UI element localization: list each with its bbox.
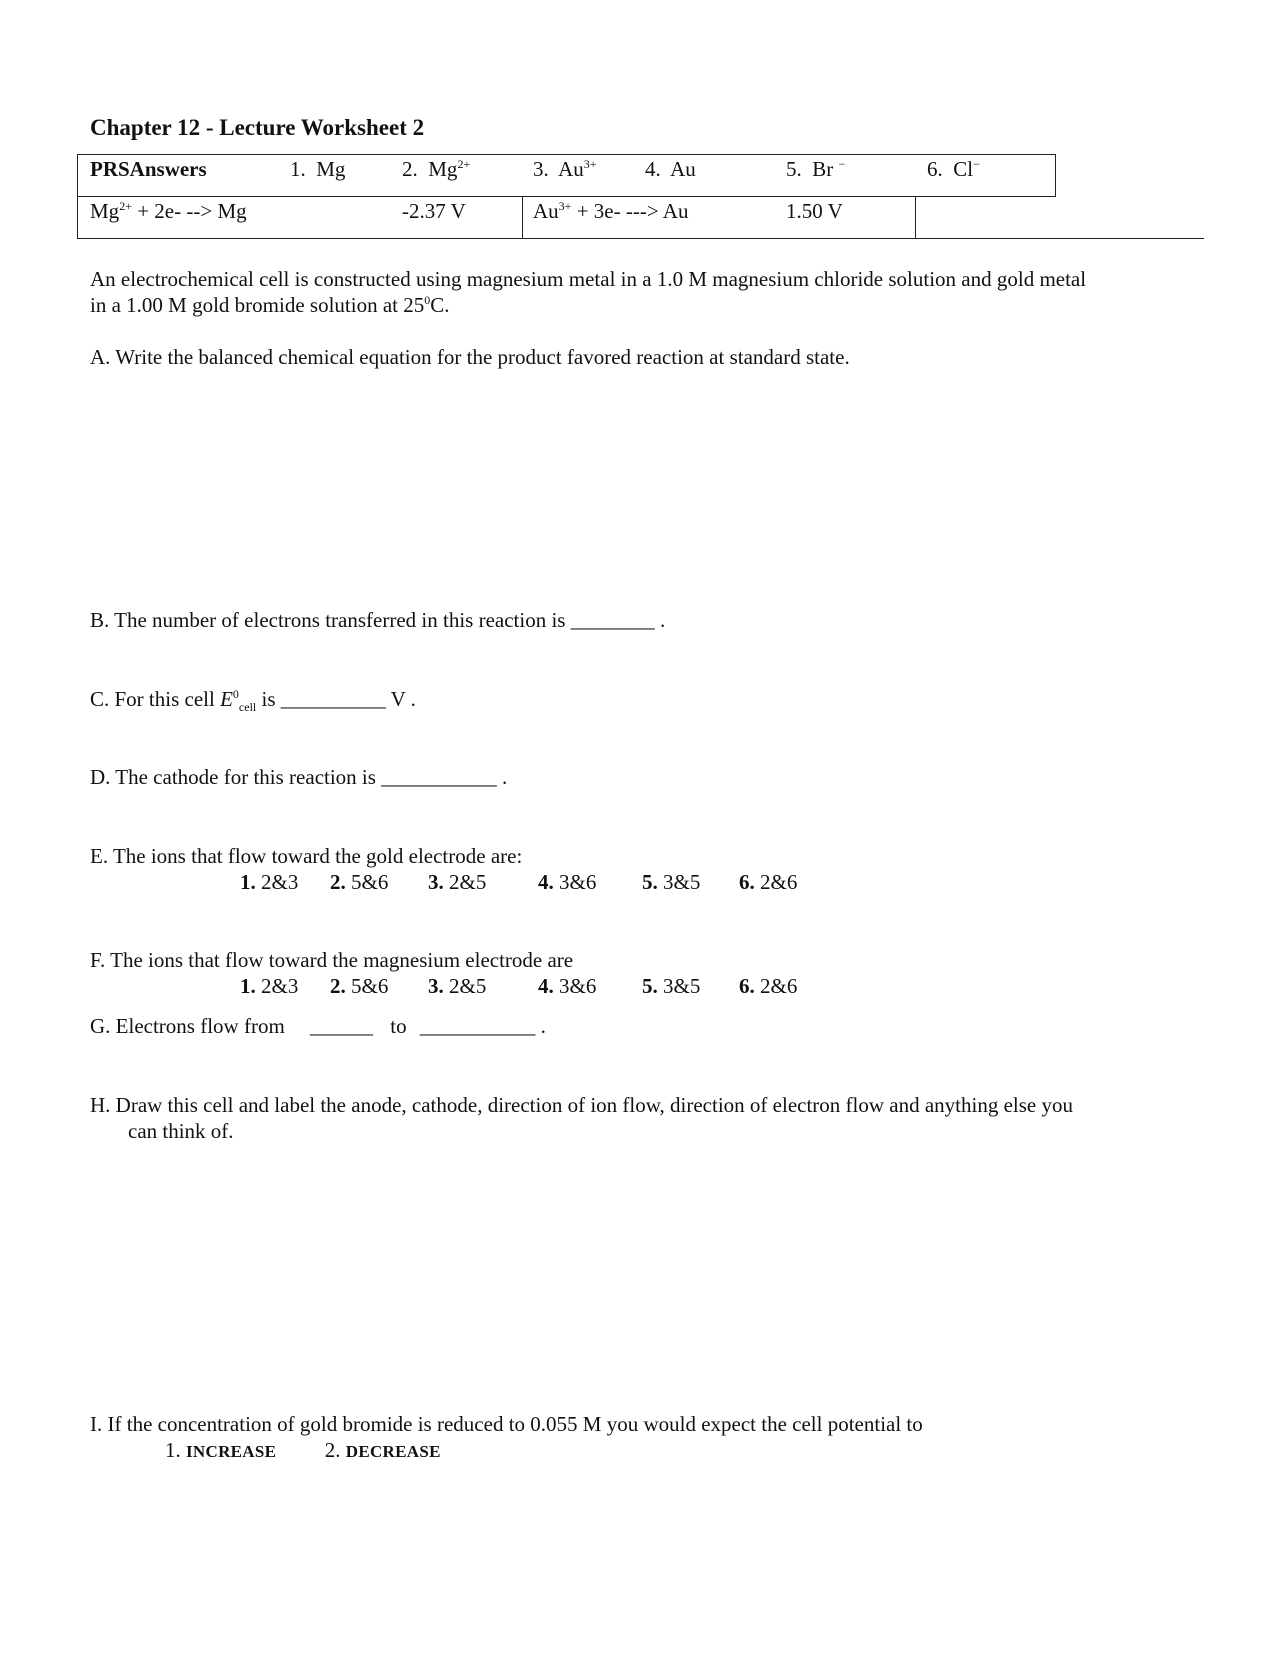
option-5: 5. Br − bbox=[786, 157, 846, 181]
choice: 4. 3&6 bbox=[538, 870, 597, 894]
choice: 1. 2&3 bbox=[240, 974, 299, 998]
question-f-choices bbox=[240, 974, 797, 999]
choice: 6. 2&6 bbox=[739, 974, 798, 998]
choice-increase: 1. INCREASE bbox=[165, 1438, 277, 1462]
question-d: D. The cathode for this reaction is ___________ . bbox=[90, 765, 508, 789]
question-e: E. The ions that flow toward the gold electrode are: bbox=[90, 844, 523, 868]
choice-decrease: 2. DECREASE bbox=[324, 1438, 441, 1462]
question-g: G. Electrons flow from ______ to ___________ . bbox=[90, 1014, 546, 1038]
choice: 1. 2&3 bbox=[240, 870, 299, 894]
table-top-border bbox=[77, 154, 1056, 155]
question-i: I. If the concentration of gold bromide is reduced to 0.055 M you would expect the cell potential to bbox=[90, 1412, 923, 1436]
intro-line-1: An electrochemical cell is constructed using magnesium metal in a 1.0 M magnesium chloride solution and gold metal bbox=[90, 267, 1087, 291]
question-i-choices bbox=[165, 1438, 441, 1463]
page-title: Chapter 12 - Lecture Worksheet 2 bbox=[90, 115, 425, 140]
question-c: C. For this cell $E^0_{cell}$ is __________ V . bbox=[90, 687, 416, 715]
option-4: 4. Au bbox=[645, 157, 696, 181]
au-potential: 1.50 V bbox=[786, 199, 843, 223]
option-2: 2. $Mg^{2+}$ bbox=[402, 157, 471, 181]
question-f: F. The ions that flow toward the magnesium electrode are bbox=[90, 948, 574, 972]
choice: 2. 5&6 bbox=[330, 974, 389, 998]
choice: 5. 3&5 bbox=[642, 974, 701, 998]
au-half-reaction: $Au^{3+} + 3e-$ ---> Au bbox=[533, 199, 689, 223]
option-3: 3. $Au^{3+}$ bbox=[533, 157, 597, 181]
question-a: A. Write the balanced chemical equation for the product favored reaction at standard state. bbox=[90, 345, 850, 369]
table-right-border bbox=[1055, 154, 1056, 196]
table-divider-1 bbox=[522, 196, 523, 238]
option-6: 6. Cl− bbox=[927, 157, 980, 181]
mg-potential: -2.37 V bbox=[402, 199, 466, 223]
table-bottom-border bbox=[77, 238, 1204, 239]
table-mid-border bbox=[77, 196, 1056, 197]
mg-half-reaction: $Mg^{2+} + 2e-$ --> Mg bbox=[90, 199, 247, 223]
question-b: B. The number of electrons transferred in this reaction is ________ . bbox=[90, 608, 666, 632]
choice: 3. 2&5 bbox=[428, 974, 487, 998]
question-h-line-1: H. Draw this cell and label the anode, cathode, direction of ion flow, direction of electron flow and anything else you bbox=[90, 1093, 1073, 1117]
choice: 5. 3&5 bbox=[642, 870, 701, 894]
intro-line-2: in a 1.00 M gold bromide solution at $25^0C$. bbox=[90, 293, 450, 317]
table-divider-2 bbox=[915, 196, 916, 238]
question-h-line-2: can think of. bbox=[128, 1119, 234, 1143]
choice: 4. 3&6 bbox=[538, 974, 597, 998]
choice: 3. 2&5 bbox=[428, 870, 487, 894]
question-e-choices bbox=[240, 870, 797, 895]
option-1: 1. Mg bbox=[290, 157, 346, 181]
choice: 2. 5&6 bbox=[330, 870, 389, 894]
prs-answers-header: PRSAnswers bbox=[90, 157, 207, 181]
choice: 6. 2&6 bbox=[739, 870, 798, 894]
